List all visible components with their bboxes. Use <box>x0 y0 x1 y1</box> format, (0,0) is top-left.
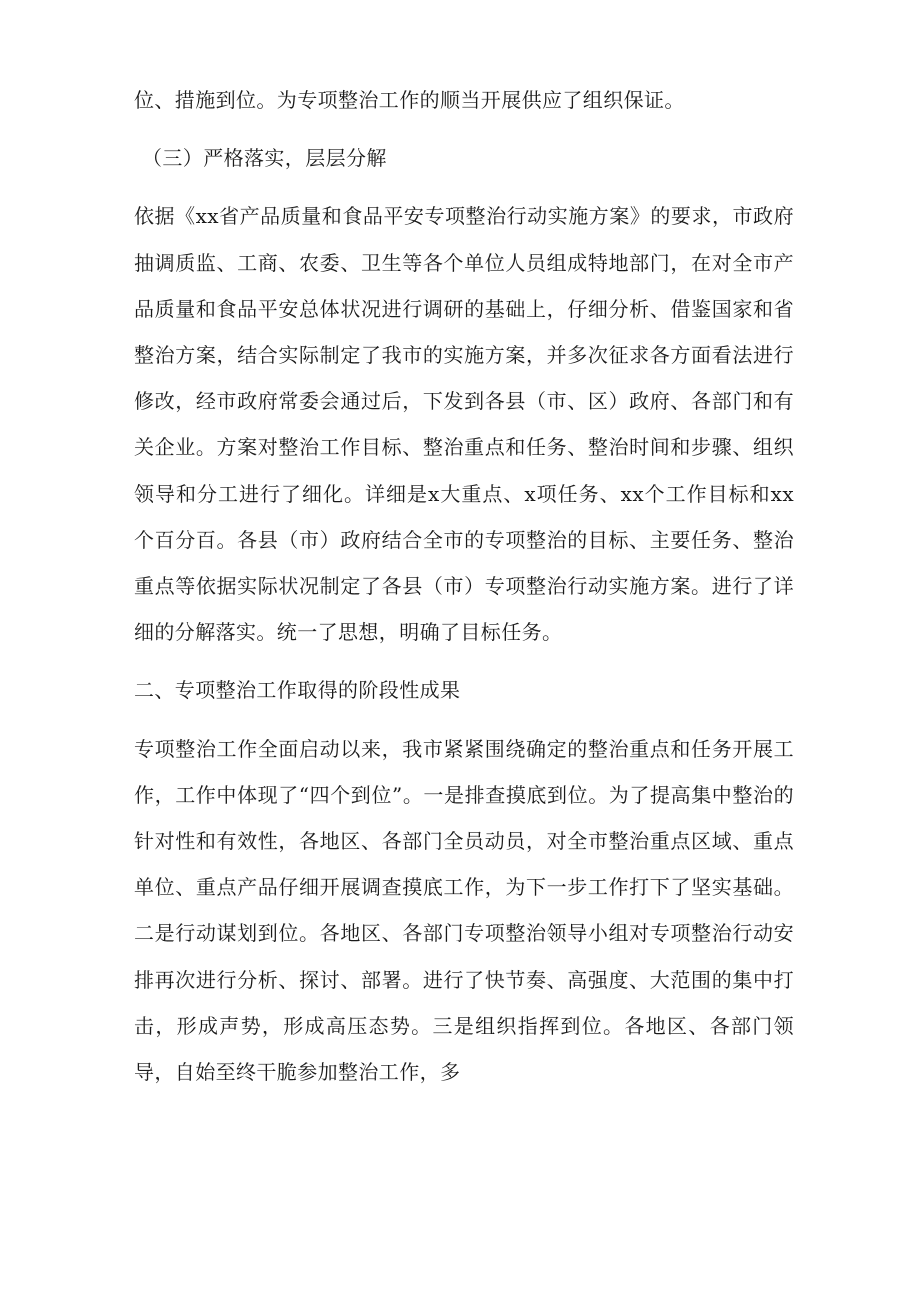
paragraph-four-in-place: 专项整治工作全面启动以来，我市紧紧围绕确定的整治重点和任务开展工作，工作中体现了“四个到位”。一是排查摸底到位。为了提高集中整治的针对性和有效性，各地区、各部门全员动员，对全市整治重点区域、重点单位、重点产品仔细开展调查摸底工作，为下一步工作打下了坚实基础。二是行动谋划到位。各地区、各部门专项整治领导小组对专项整治行动安排再次进行分析、探讨、部署。进行了快节奏、高强度、大范围的集中打击，形成声势，形成高压态势。三是组织指挥到位。各地区、各部门领导，自始至终干脆参加整治工作，多 <box>134 736 794 1085</box>
document-body <box>134 77 794 1095</box>
section-subheading-strict-implementation: （三）严格落实，层层分解 <box>142 146 387 171</box>
paragraph-measures-conclusion: 位、措施到位。为专项整治工作的顺当开展供应了组织保证。 <box>134 88 685 112</box>
paragraph-implementation-plan: 依据《xx省产品质量和食品平安专项整治行动实施方案》的要求，市政府抽调质监、工商、农委、卫生等各个单位人员组成特地部门，在对全市产品质量和食品平安总体状况进行调研的基础上，仔细分析、借鉴国家和省整治方案，结合实际制定了我市的实施方案，并多次征求各方面看法进行修改，经市政府常委会通过后，下发到各县（市、区）政府、各部门和有关企业。方案对整治工作目标、整治重点和任务、整治时间和步骤、组织领导和分工进行了细化。详细是x大重点、x项任务、xx个工作目标和xx个百分百。各县（市）政府结合全市的专项整治的目标、主要任务、整治重点等依据实际状况制定了各县（市）专项整治行动实施方案。进行了详细的分解落实。统一了思想，明确了目标任务。 <box>134 204 794 645</box>
section-heading-phase-results: 二、专项整治工作取得的阶段性成果 <box>134 678 461 703</box>
